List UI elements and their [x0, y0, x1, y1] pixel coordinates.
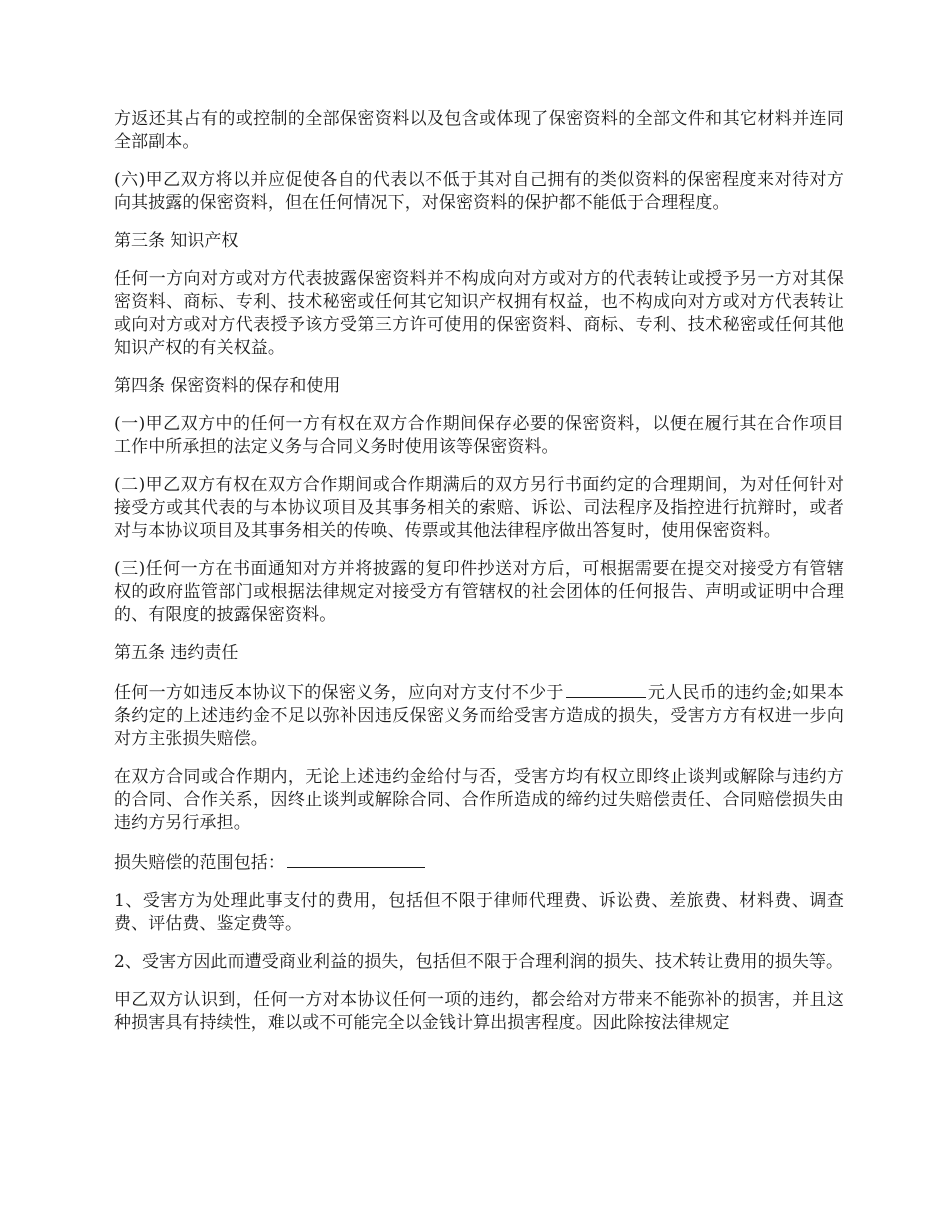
paragraph-clause-2: (二)甲乙双方有权在双方合作期间或合作期满后的双方另行书面约定的合理期间，为对任何针对接受方或其代表的与本协议项目及其事务相关的索赔、诉讼、司法程序及指控进行抗辩时，或者对与本协议项目及其事务相关的传唤、传票或其他法律程序做出答复时，使用保密资料。: [114, 475, 844, 541]
paragraph-irreparable-harm: 甲乙双方认识到，任何一方对本协议任何一项的违约，都会给对方带来不能弥补的损害，并且这种损害具有持续性，难以或不可能完全以金钱计算出损害程度。因此除按法律规定: [114, 990, 844, 1033]
penalty-amount-blank[interactable]: [566, 680, 646, 698]
paragraph-clause-3: (三)任何一方在书面通知对方并将披露的复印件抄送对方后，可根据需要在提交对接受方有管辖权的政府监管部门或根据法律规定对接受方有管辖权的社会团体的任何报告、声明或证明中合理的、有限度的披露保密资料。: [114, 559, 844, 625]
damages-scope-label: 损失赔偿的范围包括：: [114, 853, 285, 873]
paragraph-termination: 在双方合同或合作期内，无论上述违约金给付与否，受害方均有权立即终止谈判或解除与违约方的合同、合作关系，因终止谈判或解除合同、合作所造成的缔约过失赔偿责任、合同赔偿损失由违约方另行承担。: [114, 767, 844, 833]
heading-article-3: 第三条 知识产权: [114, 231, 239, 251]
paragraph-damages-scope: [114, 850, 844, 875]
damages-scope-blank[interactable]: [287, 850, 425, 868]
paragraph-ip-rights: 任何一方向对方或对方代表披露保密资料并不构成向对方或对方的代表转让或授予另一方对其保密资料、商标、专利、技术秘密或任何其它知识产权拥有权益，也不构成向对方或对方代表转让或向对方或对方代表授予该方受第三方许可使用的保密资料、商标、专利、技术秘密或任何其他知识产权的有关权益。: [114, 269, 844, 358]
paragraph-damages-item-2: 2、受害方因此而遭受商业利益的损失，包括但不限于合理利润的损失、技术转让费用的损失等。: [114, 952, 844, 972]
paragraph-clause-6: (六)甲乙双方将以并应促使各自的代表以不低于其对自己拥有的类似资料的保密程度来对待对方向其披露的保密资料，但在任何情况下，对保密资料的保护都不能低于合理程度。: [114, 170, 844, 213]
penalty-text-before: 任何一方如违反本协议下的保密义务，应向对方支付不少于: [114, 683, 564, 703]
heading-article-4: 第四条 保密资料的保存和使用: [114, 376, 341, 396]
paragraph-damages-item-1: 1、受害方为处理此事支付的费用，包括但不限于律师代理费、诉讼费、差旅费、材料费、调查费、评估费、鉴定费等。: [114, 891, 844, 934]
paragraph-clause-1: (一)甲乙双方中的任何一方有权在双方合作期间保存必要的保密资料，以便在履行其在合作项目工作中所承担的法定义务与合同义务时使用该等保密资料。: [114, 414, 844, 457]
document-page: [114, 108, 844, 1050]
penalty-text-after: 元人民币的违约金;如果本条约定的上述违约金不足以弥补因违反保密义务而给受害方造成的损失，受害方方有权进一步向对方主张损失赔偿。: [114, 683, 844, 749]
heading-article-5: 第五条 违约责任: [114, 643, 239, 663]
paragraph-return-materials: 方返还其占有的或控制的全部保密资料以及包含或体现了保密资料的全部文件和其它材料并连同全部副本。: [114, 109, 844, 152]
paragraph-penalty: [114, 680, 844, 751]
